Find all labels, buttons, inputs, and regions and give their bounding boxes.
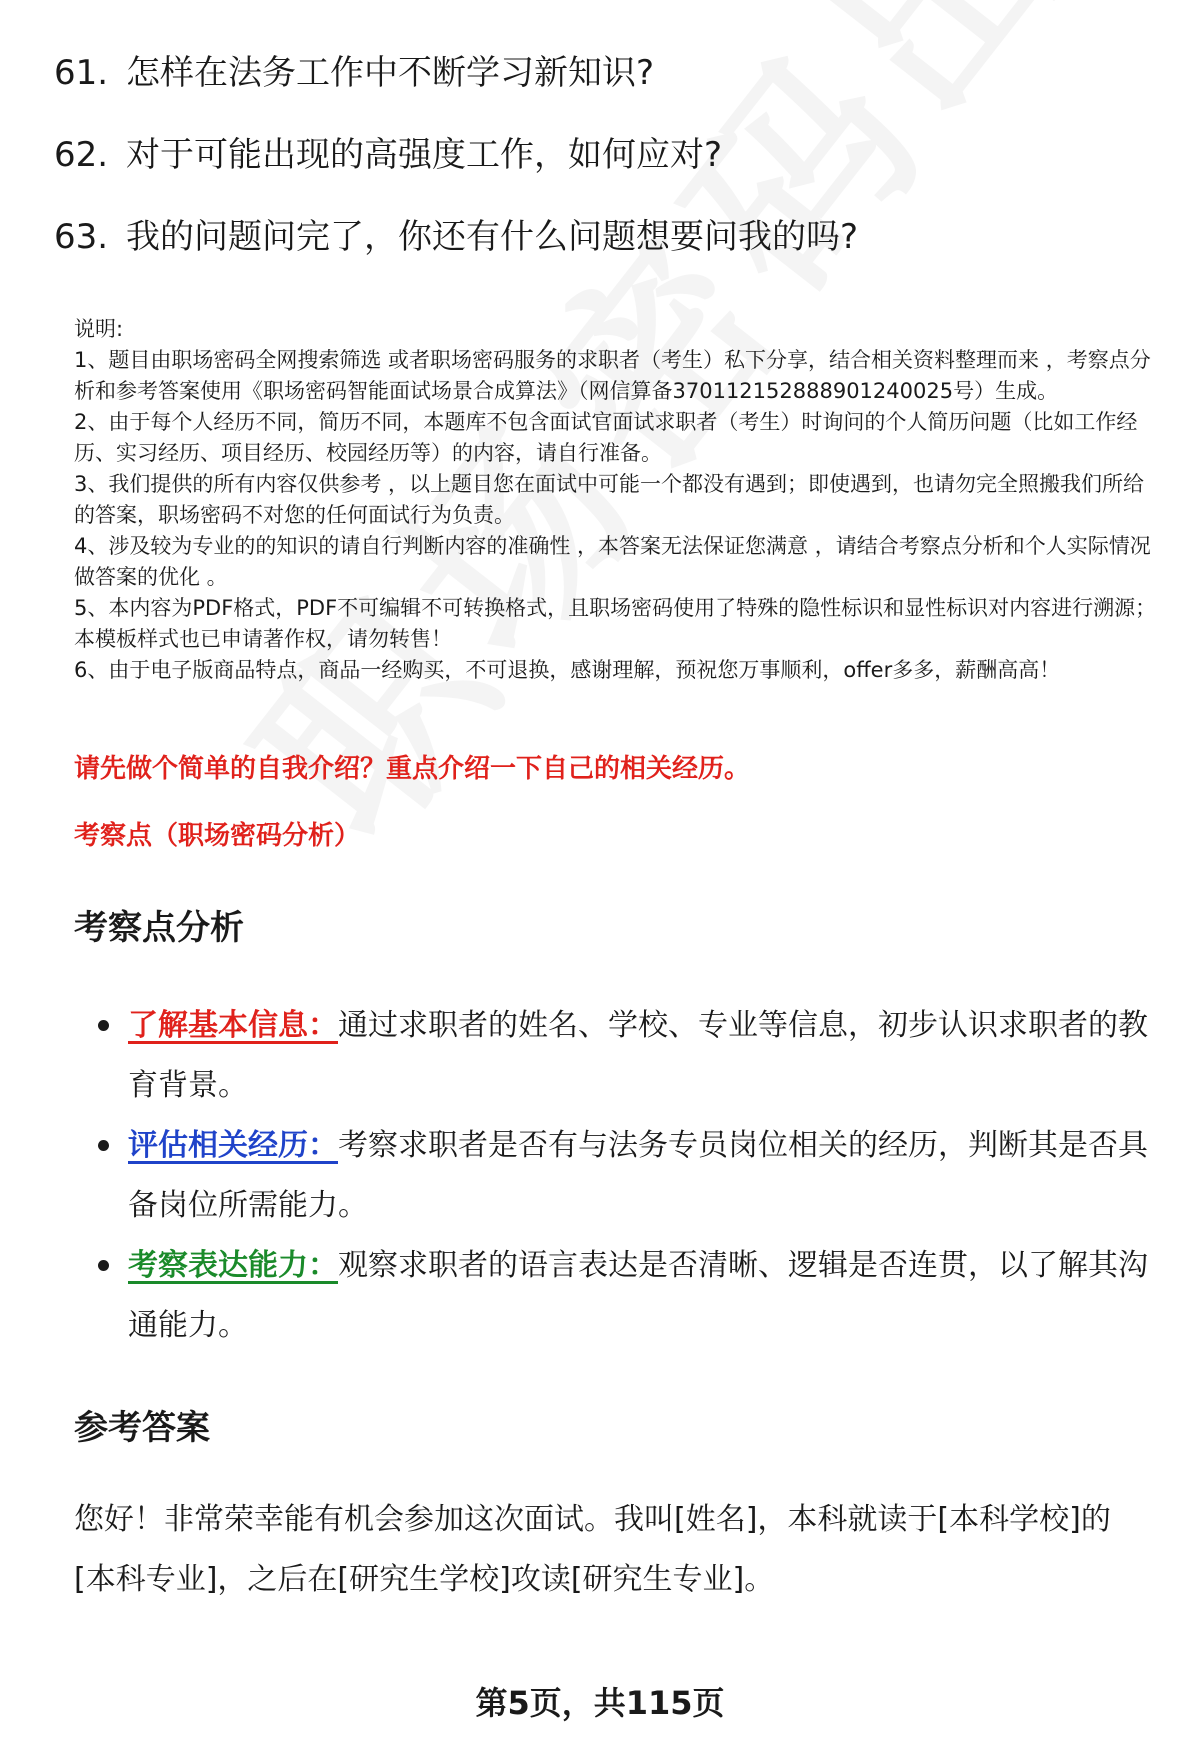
analysis-list — [74, 996, 1154, 1356]
page-footer: 第5页，共115页 — [475, 1684, 725, 1722]
note-item: 2、由于每个人经历不同，简历不同，本题库不包含面试官面试求职者（考生）时询问的个人简历问题（比如工作经历、实习经历、项目经历、校园经历等）的内容，请自行准备。 — [74, 410, 1138, 465]
question-text: 怎样在法务工作中不断学习新知识? — [126, 53, 655, 93]
notes-section — [74, 314, 1164, 686]
analysis-item — [74, 996, 1154, 1116]
bullet-dot-icon — [98, 1020, 109, 1031]
note-item: 1、题目由职场密码全网搜索筛选 或者职场密码服务的求职者（考生）私下分享，结合相关资料整理而来 ，考察点分析和参考答案使用《职场密码智能面试场景合成算法》（网信算备370112152888901240025号）生成。 — [74, 348, 1151, 403]
question-item — [54, 50, 1154, 132]
main-question: 请先做个简单的自我介绍？重点介绍一下自己的相关经历。 — [74, 754, 751, 784]
note-item: 5、本内容为PDF格式，PDF不可编辑不可转换格式，且职场密码使用了特殊的隐性标识和显性标识对内容进行溯源；本模板样式也已申请著作权，请勿转售！ — [74, 596, 1157, 651]
bullet-dot-icon — [98, 1140, 109, 1151]
question-text: 对于可能出现的高强度工作，如何应对? — [126, 135, 723, 175]
question-item — [54, 132, 1154, 214]
analysis-key: 评估相关经历： — [128, 1128, 338, 1163]
point-label: 考察点（职场密码分析） — [74, 821, 361, 851]
question-text: 我的问题问完了，你还有什么问题想要问我的吗? — [126, 217, 859, 257]
note-item: 6、由于电子版商品特点，商品一经购买，不可退换，感谢理解，预祝您万事顺利，offer多多，薪酬高高！ — [74, 658, 1061, 682]
notes-title: 说明: — [74, 317, 124, 341]
bullet-dot-icon — [98, 1260, 109, 1271]
question-list — [54, 50, 1154, 296]
question-item — [54, 214, 1154, 296]
question-number: 62. — [54, 135, 109, 175]
analysis-text: 通过求职者的姓名、学校、专业等信息，初步认识求职者的教育背景。 — [128, 1008, 1148, 1103]
answer-text: 您好！非常荣幸能有机会参加这次面试。我叫[姓名]，本科就读于[本科学校]的[本科专业]，之后在[研究生学校]攻读[研究生专业]。 — [74, 1502, 1111, 1597]
analysis-text: 观察求职者的语言表达是否清晰、逻辑是否连贯，以了解其沟通能力。 — [128, 1248, 1148, 1343]
analysis-item — [74, 1116, 1154, 1236]
analysis-key: 考察表达能力： — [128, 1248, 338, 1283]
question-number: 63. — [54, 217, 109, 257]
note-item: 3、我们提供的所有内容仅供参考 ，以上题目您在面试中可能一个都没有遇到；即使遇到，也请勿完全照搬我们所给的答案，职场密码不对您的任何面试行为负责。 — [74, 472, 1145, 527]
note-item: 4、涉及较为专业的的知识的请自行判断内容的准确性 ，本答案无法保证您满意 ，请结合考察点分析和个人实际情况做答案的优化 。 — [74, 534, 1151, 589]
question-number: 61. — [54, 53, 109, 93]
analysis-text: 考察求职者是否有与法务专员岗位相关的经历，判断其是否具备岗位所需能力。 — [128, 1128, 1148, 1223]
answer-heading: 参考答案 — [74, 1408, 210, 1448]
analysis-key: 了解基本信息： — [128, 1008, 338, 1043]
analysis-heading: 考察点分析 — [74, 908, 244, 948]
analysis-item — [74, 1236, 1154, 1356]
